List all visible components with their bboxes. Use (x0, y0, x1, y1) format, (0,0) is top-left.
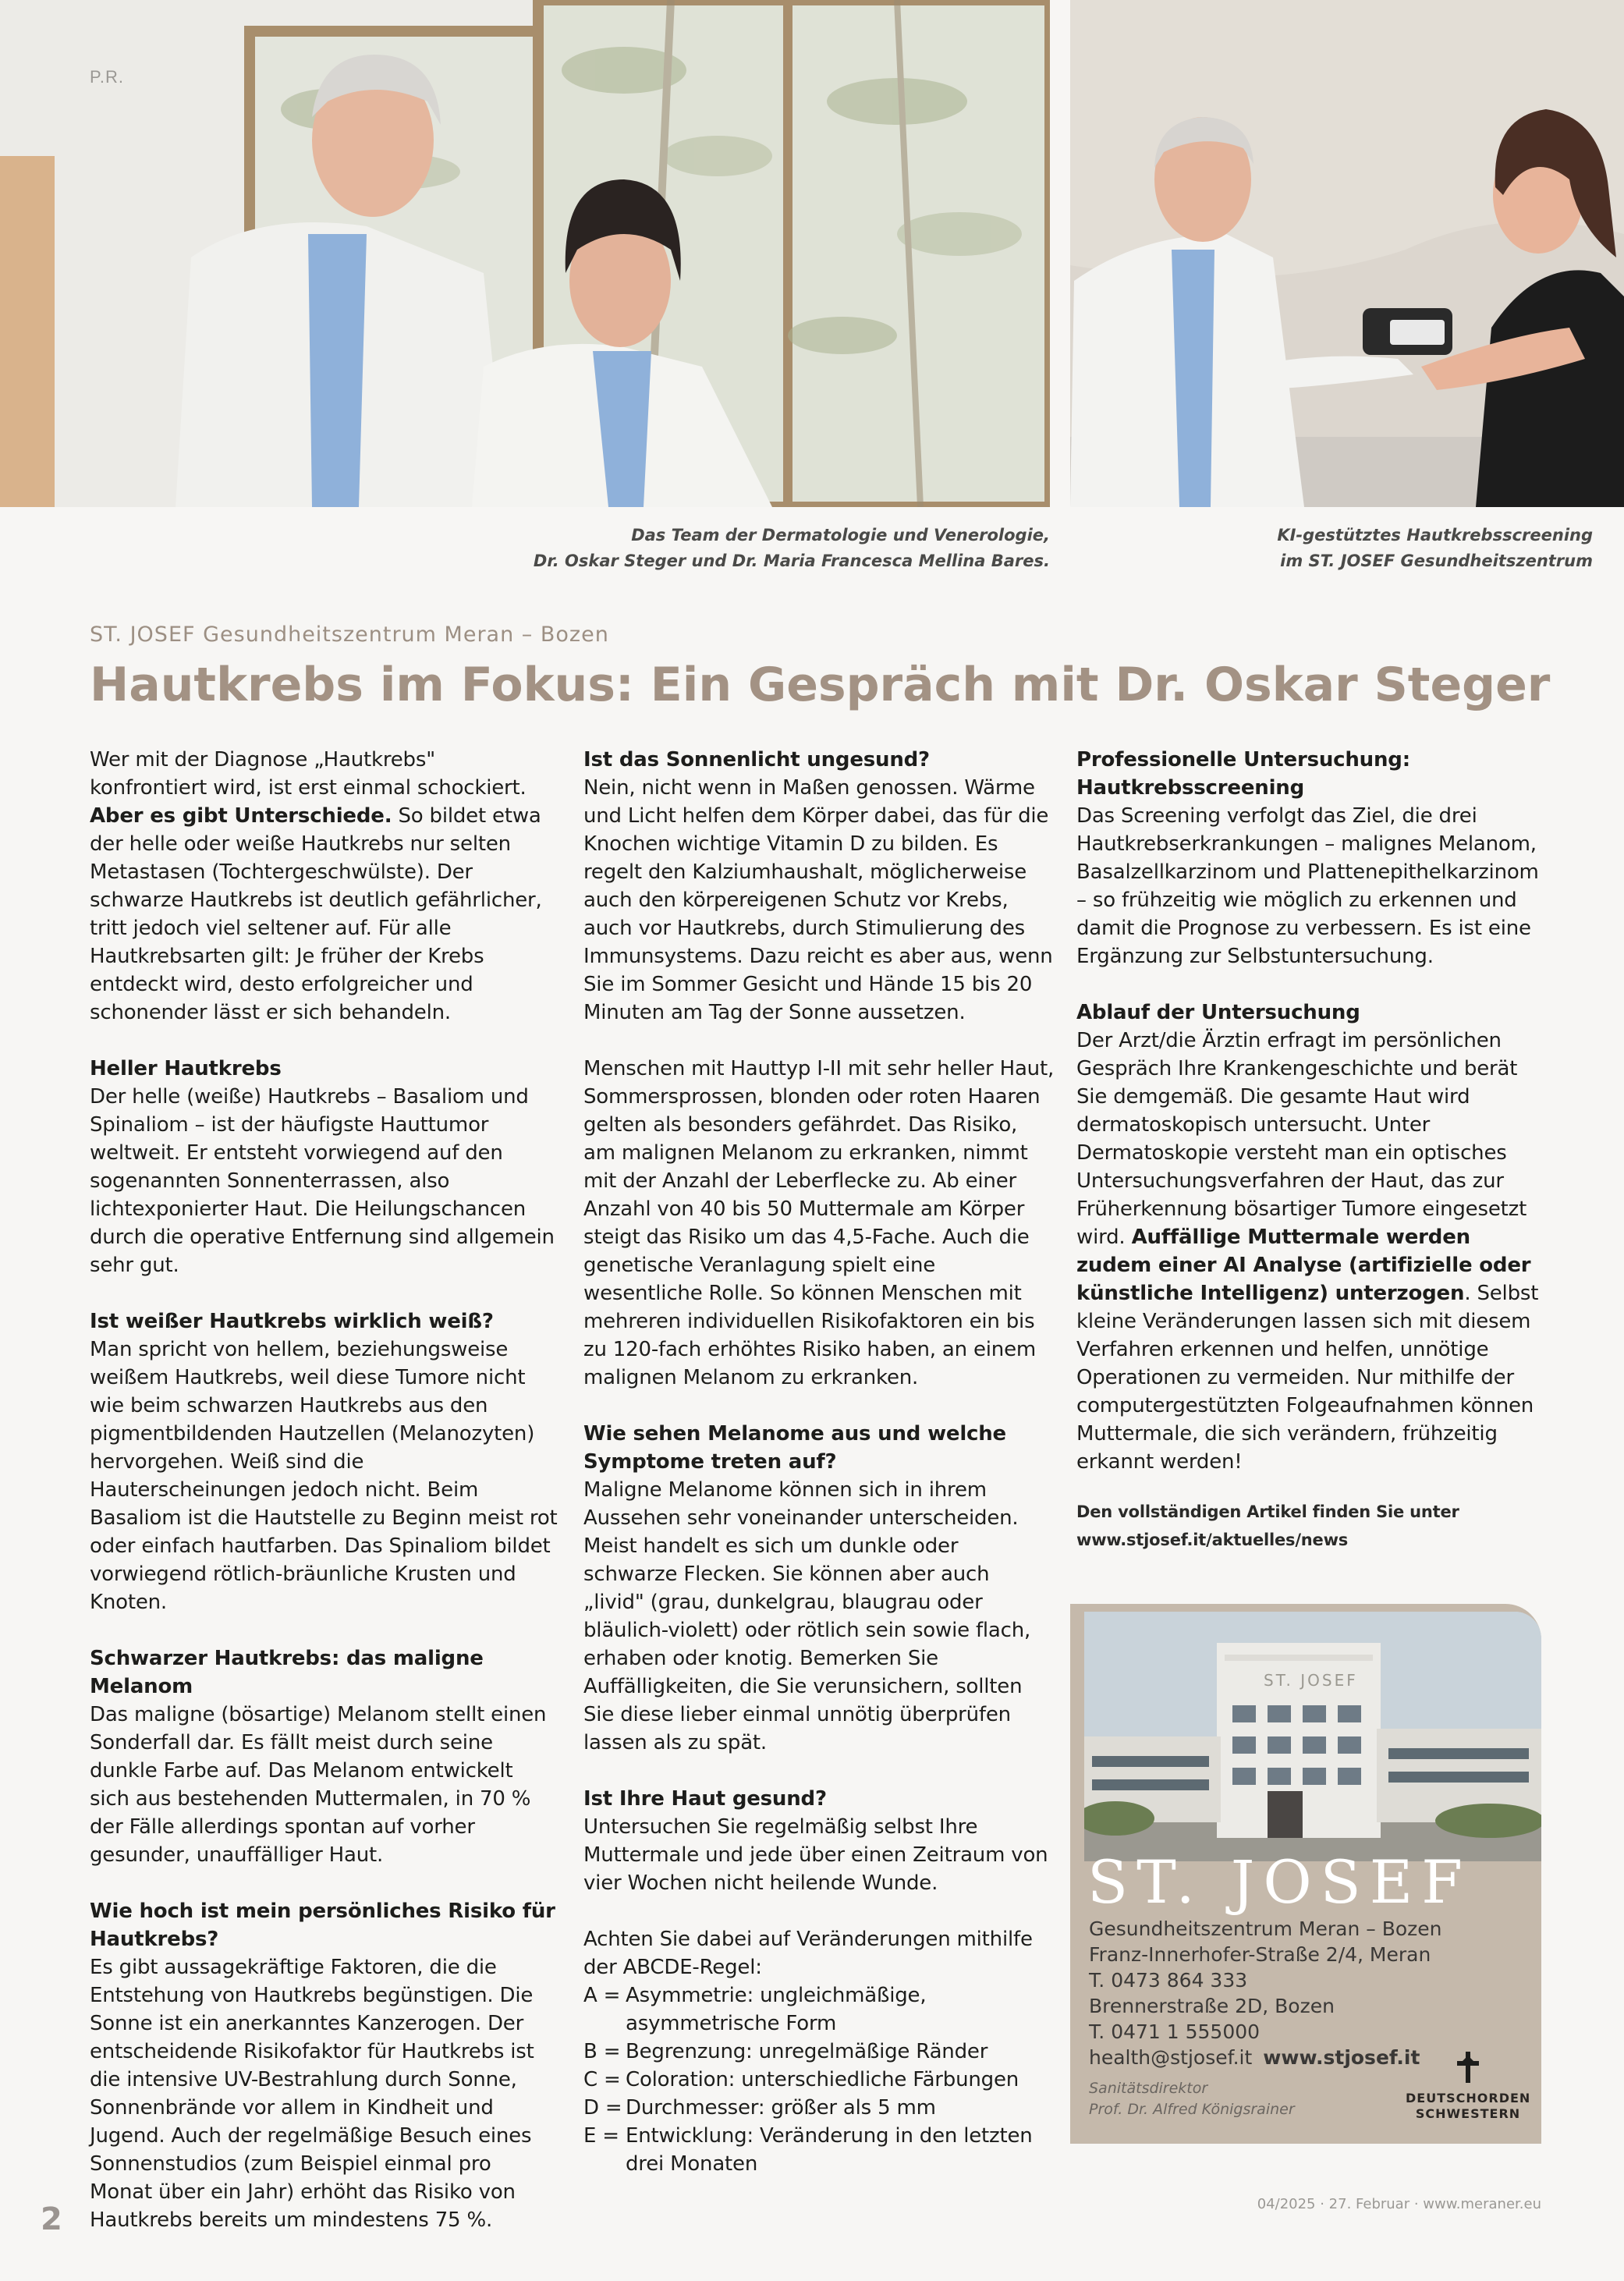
abcde-letter: D = (583, 2096, 622, 2120)
section-heading: Ist das Sonnenlicht ungesund? (583, 748, 930, 772)
intro-text-a: Wer mit der Diagnose „Hautkrebs" konfrontiert wird, ist erst einmal schockiert. (90, 748, 527, 800)
ad-website-link[interactable]: www.stjosef.it (1263, 2046, 1420, 2069)
section-body (1076, 1027, 1544, 1476)
section-heading: Ist Ihre Haut gesund? (583, 1787, 827, 1811)
intro-text-bold: Aber es gibt Unterschiede. (90, 804, 392, 828)
section-text-b: . Selbst kleine Veränderungen lassen sich mit diesem Verfahren erkennen und helfen, unnötige Operationen zu vermeiden. Nur mithilfe der computergestützten Folgeaufnahmen können Muttermale, die sich verändern, frühzeitig erkannt werden! (1076, 1282, 1539, 1474)
section-body: Der helle (weiße) Hautkrebs – Basaliom und Spinaliom – ist der häufigste Hauttumor weltweit. Er entsteht vorwiegend auf den sogenannten Sonnenterrassen, also lichtexponierter Haut. Die Heilungschancen durch die operative Entfernung sind allgemein sehr gut. (90, 1085, 555, 1277)
ad-line-2: Franz-Innerhofer-Straße 2/4, Meran (1089, 1943, 1431, 1966)
st-josef-logo: ST. JOSEF (1087, 1847, 1471, 1917)
screening-photo (1070, 0, 1624, 507)
intro-text-b: So bildet etwa der helle oder weiße Hautkrebs nur selten Metastasen (Tochtergeschwülste). Der schwarze Hautkrebs ist deutlich gefährlicher, tritt jedoch viel seltener auf. Für alle Hautkrebsarten gilt: Je früher der Krebs entdeckt wird, desto erfolgreicher und schonender lässt er sich behandeln. (90, 804, 542, 1024)
ad-contact (1089, 1916, 1442, 2070)
section-body: Man spricht von hellem, beziehungsweise weißem Hautkrebs, weil diese Tumore nicht wie beim schwarzen Hautkrebs aus den pigmentbildenden Hautzellen (Melanozyten) hervorgehen. Weiß sind die Hauterscheinungen jedoch nicht. Beim Basaliom ist die Hautstelle zu Beginn meist rot oder einfach hautfarben. Das Spinaliom bildet vorwiegend rötlich-bräunliche Krusten und Knoten. (90, 1338, 558, 1614)
section-body: Menschen mit Hauttyp I-II mit sehr heller Haut, Sommersprossen, blonden oder roten Haaren gelten als besonders gefährdet. Das Risiko, am malignen Melanom zu erkranken, nimmt mit der Anzahl der Leberflecke zu. Ab einer Anzahl von 40 bis 50 Muttermale am Körper steigt das Risiko um das 4,5-Fache. Auch die genetische Veranlagung spielt eine wesentliche Rolle. So können Menschen mit mehreren individuellen Risikofaktoren ein bis zu 120-fach erhöhtes Risiko haben, an einem malignen Melanom zu erkranken. (583, 1057, 1055, 1389)
caption-team (534, 523, 1050, 574)
more-info-note (1076, 1498, 1544, 1554)
section-text-bold: Auffällige Muttermale werden zudem einer AI Analyse (artifizielle oder künstliche Intelligenz) unterzogen (1076, 1226, 1531, 1305)
section-body: Untersuchen Sie regelmäßig selbst Ihre Muttermale und jede über einen Zeitraum von vier Wochen nicht heilende Wunde. (583, 1815, 1048, 1895)
order-name-line1: DEUTSCHORDEN (1406, 2091, 1531, 2105)
section-body: Nein, nicht wenn in Maßen genossen. Wärme und Licht helfen dem Körper dabei, das für die Knochen wichtige Vitamin D zu bilden. Es regelt den Kalziumhaushalt, möglicherweise auch den körpereigenen Schutz vor Krebs, auch vor Hautkrebs, durch Stimulierung des Immunsystems. Dazu reicht es aber aus, wenn Sie im Sommer Gesicht und Hände 15 bis 20 Minuten am Tag der Sonne aussetzen. (583, 776, 1053, 1024)
section-heading: Heller Hautkrebs (90, 1057, 282, 1080)
intro-paragraph (90, 746, 558, 1027)
abcde-letter: C = (583, 2068, 621, 2091)
section-heading: Wie sehen Melanome aus und welche Symptome treten auf? (583, 1422, 1006, 1474)
abcde-text: Durchmesser: größer als 5 mm (626, 2096, 936, 2120)
abcde-list (583, 1981, 1055, 2178)
deutschorden-logo (1406, 2050, 1530, 2122)
ad-email-link[interactable]: health@stjosef.it (1089, 2046, 1253, 2069)
building-sign: ST. JOSEF (1264, 1671, 1358, 1690)
page-number: 2 (41, 2201, 62, 2237)
building-illustration (1084, 1612, 1541, 1861)
ad-director-name: Prof. Dr. Alfred Königsrainer (1089, 2101, 1295, 2118)
section-heading: Ist weißer Hautkrebs wirklich weiß? (90, 1310, 494, 1333)
section-text-a: Der Arzt/die Ärztin erfragt im persönlichen Gespräch Ihre Krankengeschichte und berät Sie demgemäß. Die gesamte Haut wird dermatoskopisch untersucht. Unter Dermatoskopie versteht man ein optisches Untersuchungsverfahren der Haut, das zur Früherkennung bösartiger Tumore eingesetzt wird. (1076, 1029, 1527, 1249)
more-info-label: Den vollständigen Artikel finden Sie unter (1076, 1502, 1459, 1521)
team-photo (0, 0, 1050, 507)
ad-line-4: Brennerstraße 2D, Bozen (1089, 1995, 1335, 2017)
article-kicker: ST. JOSEF Gesundheitszentrum Meran – Bozen (90, 623, 609, 647)
order-name-line2: SCHWESTERN (1415, 2106, 1521, 2121)
article-column-2 (583, 746, 1055, 2178)
abcde-letter: B = (583, 2040, 621, 2063)
abcde-text: Coloration: unterschiedliche Färbungen (626, 2068, 1019, 2091)
building-photo (1084, 1612, 1541, 1861)
ad-line-1: Gesundheitszentrum Meran – Bozen (1089, 1917, 1442, 1940)
pr-label: P.R. (90, 67, 124, 87)
ad-line-5: T. 0471 1 555000 (1089, 2020, 1261, 2043)
ad-director (1089, 2078, 1295, 2120)
cross-icon (1455, 2050, 1481, 2084)
caption-team-line2: Dr. Oskar Steger und Dr. Maria Francesca Mellina Bares. (533, 552, 1050, 570)
section-body: Das Screening verfolgt das Ziel, die drei Hautkrebserkrankungen – malignes Melanom, Basalzellkarzinom und Plattenepithelkarzinom – so frühzeitig wie möglich zu erkennen und damit die Prognose zu verbessern. Es ist eine Ergänzung zur Selbstuntersuchung. (1076, 804, 1539, 968)
abcde-text: Entwicklung: Veränderung in den letzten drei Monaten (626, 2124, 1033, 2176)
section-heading: Wie hoch ist mein persönliches Risiko für Hautkrebs? (90, 1900, 555, 1951)
st-josef-ad (1070, 1604, 1541, 2144)
section-heading: Schwarzer Hautkrebs: das maligne Melanom (90, 1647, 484, 1698)
page-footer: 04/2025 · 27. Februar · www.meraner.eu (1257, 2196, 1541, 2212)
section-body: Maligne Melanome können sich in ihrem Aussehen sehr voneinander unterscheiden. Meist handelt es sich um dunkle oder schwarze Flecken. Sie können aber auch „livid" (grau, dunkelgrau, blaugrau oder bläulich-violett) oder rötlich sein sowie flach, erhaben oder knotig. Bemerken Sie Auffälligkeiten, die Sie verunsichern, sollten Sie diese lieber einmal unnötig überprüfen lassen als zu spät. (583, 1478, 1031, 1754)
caption-team-line1: Das Team der Dermatologie und Venerologie, (631, 526, 1050, 545)
section-heading: Ablauf der Untersuchung (1076, 1001, 1360, 1024)
more-info-link[interactable]: www.stjosef.it/aktuelles/news (1076, 1531, 1349, 1549)
ad-web-line (1089, 2045, 1442, 2070)
abcde-text: Asymmetrie: ungleichmäßige, asymmetrische Form (626, 1984, 927, 2035)
article-column-1 (90, 746, 558, 2234)
abcde-letter: E = (583, 2124, 619, 2148)
section-heading: Professionelle Untersuchung: Hautkrebsscreening (1076, 748, 1410, 800)
abcde-letter: A = (583, 1984, 621, 2007)
section-body: Es gibt aussagekräftige Faktoren, die die Entstehung von Hautkrebs begünstigen. Die Sonne ist ein anerkanntes Kanzerogen. Der entscheidende Risikofaktor für Hautkrebs ist die intensive UV-Bestrahlung durch Sonne, Sonnenbrände vor allem in Kindheit und Jugend. Auch der regelmäßige Besuch eines Sonnenstudios (zum Beispiel einmal pro Monat über ein Jahr) erhöht das Risiko von Hautkrebs bereits um mindestens 75 %. (90, 1956, 534, 2232)
ad-director-title: Sanitätsdirektor (1089, 2080, 1208, 2097)
caption-screening-line1: KI-gestütztes Hautkrebsscreening (1277, 526, 1593, 545)
team-photo-illustration (0, 0, 1050, 507)
article-column-3 (1076, 746, 1544, 1554)
abcde-text: Begrenzung: unregelmäßige Ränder (626, 2040, 988, 2063)
article-headline: Hautkrebs im Fokus: Ein Gespräch mit Dr. Oskar Steger (90, 658, 1551, 712)
screening-photo-illustration (1070, 0, 1624, 507)
section-body: Achten Sie dabei auf Veränderungen mithilfe der ABCDE-Regel: (583, 1928, 1033, 1979)
section-body: Das maligne (bösartige) Melanom stellt einen Sonderfall dar. Es fällt meist durch seine dunkle Farbe auf. Das Melanom entwickelt sich aus bestehenden Muttermalen, in 70 % der Fälle allerdings spontan auf vorher gesunder, unauffälliger Haut. (90, 1703, 547, 1867)
caption-screening-line2: im ST. JOSEF Gesundheitszentrum (1280, 552, 1593, 570)
caption-screening (1277, 523, 1593, 574)
ad-line-3: T. 0473 864 333 (1089, 1969, 1248, 1992)
